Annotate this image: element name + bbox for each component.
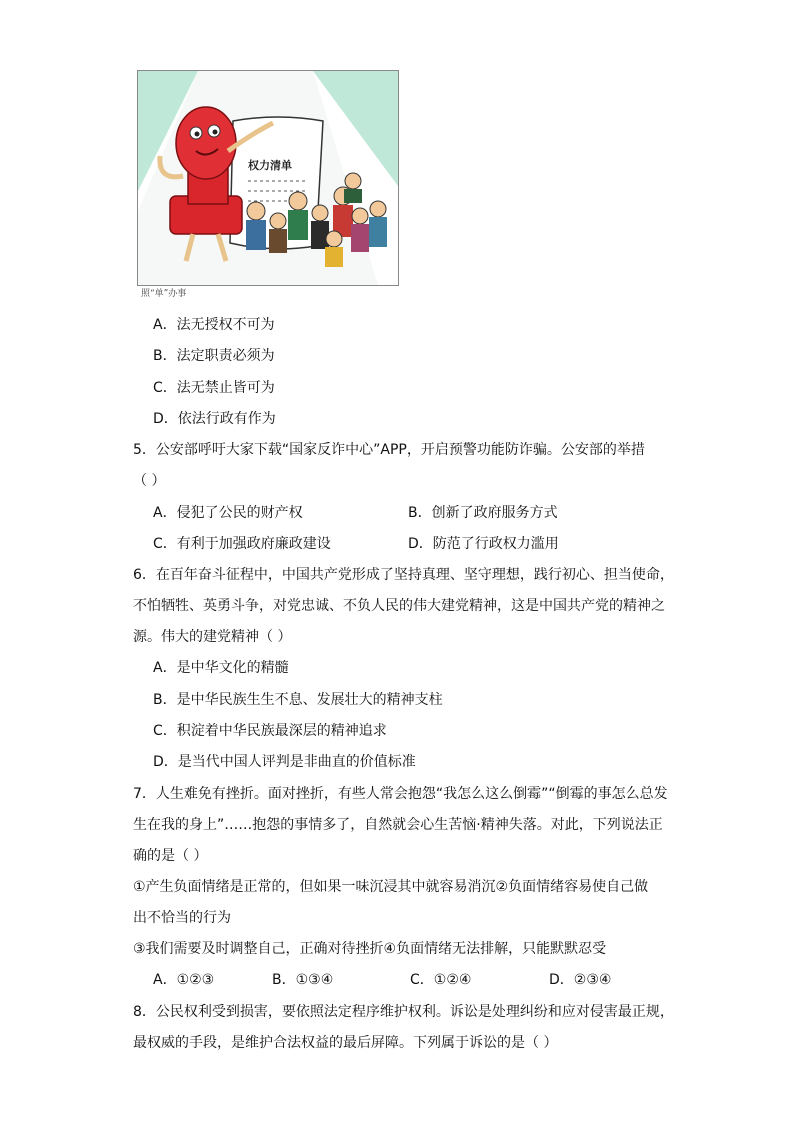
q7-stem-line1: 7．人生难免有挫折。面对挫折，有些人常会抱怨“我怎么这么倒霉”“倒霉的事怎么总发	[133, 786, 668, 802]
q6-option-b[interactable]: B．是中华民族生生不息、发展壮大的精神支柱	[153, 692, 443, 708]
q6-option-a[interactable]: A．是中华文化的精髓	[153, 660, 289, 676]
q4-option-c[interactable]: C．法无禁止皆可为	[153, 380, 275, 396]
power-list-title: 权力清单	[248, 159, 292, 172]
q7-option-d[interactable]: D．②③④	[549, 972, 612, 988]
q4-option-b[interactable]: B．法定职责必须为	[153, 348, 275, 364]
q5-option-c[interactable]: C．有利于加强政府廉政建设	[153, 536, 331, 552]
q7-option-a[interactable]: A．①②③	[153, 972, 215, 988]
cartoon-drawing	[138, 71, 398, 285]
q6-stem-line3: 源。伟大的建党精神（ ）	[133, 629, 292, 645]
q5-option-d[interactable]: D．防范了行政权力滥用	[408, 536, 559, 552]
q4-option-a[interactable]: A．法无授权不可为	[153, 317, 275, 333]
q5-stem-line1: 5．公安部呼吁大家下载“国家反诈中心”APP，开启预警功能防诈骗。公安部的举措	[133, 442, 645, 458]
q6-option-c[interactable]: C．积淀着中华民族最深层的精神追求	[153, 723, 387, 739]
q8-stem-line1: 8．公民权利受到损害，要依照法定程序维护权利。诉讼是处理纠纷和应对侵害最正规，	[133, 1004, 674, 1020]
q7-option-b[interactable]: B．①③④	[272, 972, 334, 988]
q7-statement-line2: 出不恰当的行为	[133, 910, 231, 926]
q6-stem-line1: 6．在百年奋斗征程中，中国共产党形成了坚持真理、坚守理想，践行初心、担当使命，	[133, 567, 674, 583]
q8-stem-line2: 最权威的手段，是维护合法权益的最后屏障。下列属于诉讼的是（ ）	[133, 1035, 558, 1051]
q7-statement-line3: ③我们需要及时调整自己，正确对待挫折④负面情绪无法排解，只能默默忍受	[133, 941, 607, 957]
q5-option-a[interactable]: A．侵犯了公民的财产权	[153, 505, 303, 521]
q7-stem-line3: 确的是（ ）	[133, 848, 208, 864]
q7-stem-line2: 生在我的身上”……抱怨的事情多了，自然就会心生苦恼·精神失落。对此，下列说法正	[133, 817, 663, 833]
illustration-caption: 照“单”办事	[141, 289, 187, 299]
q7-statement-line1: ①产生负面情绪是正常的，但如果一味沉浸其中就容易消沉②负面情绪容易使自己做	[133, 879, 649, 895]
cartoon-illustration	[137, 70, 399, 286]
q5-option-b[interactable]: B．创新了政府服务方式	[408, 505, 558, 521]
q4-option-d[interactable]: D．依法行政有作为	[153, 411, 276, 427]
q7-option-c[interactable]: C．①②④	[410, 972, 472, 988]
q5-stem-line2: （ ）	[133, 473, 166, 489]
q6-stem-line2: 不怕牺牲、英勇斗争，对党忠诚、不负人民的伟大建党精神，这是中国共产党的精神之	[133, 598, 665, 614]
q6-option-d[interactable]: D．是当代中国人评判是非曲直的价值标准	[153, 754, 416, 770]
